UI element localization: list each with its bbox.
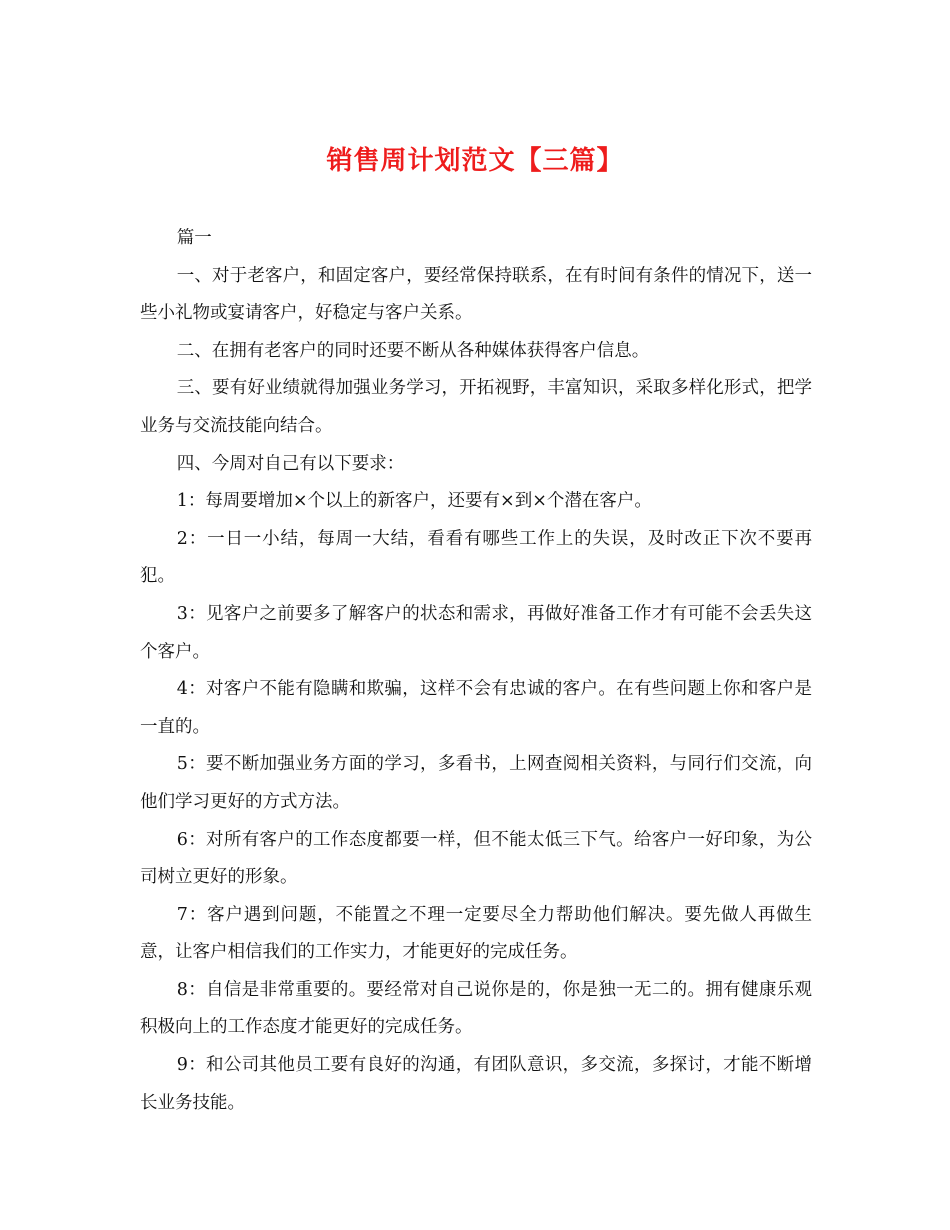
list-item: 7：客户遇到问题，不能置之不理一定要尽全力帮助他们解决。要先做人再做生意，让客户相信我们的工作实力，才能更好的完成任务。 xyxy=(140,904,812,963)
document-body xyxy=(140,220,812,1122)
list-item: 8：自信是非常重要的。要经常对自己说你是的，你是独一无二的。拥有健康乐观积极向上的工作态度才能更好的完成任务。 xyxy=(140,979,812,1038)
list-item: 6：对所有客户的工作态度都要一样，但不能太低三下气。给客户一好印象，为公司树立更好的形象。 xyxy=(140,829,812,888)
list-item: 4：对客户不能有隐瞒和欺骗，这样不会有忠诚的客户。在有些问题上你和客户是一直的。 xyxy=(140,679,812,737)
paragraph: 四、今周对自己有以下要求： xyxy=(176,453,405,474)
paragraph: 二、在拥有老客户的同时还要不断从各种媒体获得客户信息。 xyxy=(176,340,650,361)
list-item: 5：要不断加强业务方面的学习，多看书，上网查阅相关资料，与同行们交流，向他们学习更好的方式方法。 xyxy=(140,754,812,812)
paragraph: 一、对于老客户，和固定客户，要经常保持联系，在有时间有条件的情况下，送一些小礼物或宴请客户，好稳定与客户关系。 xyxy=(140,265,812,324)
list-item: 3：见客户之前要多了解客户的状态和需求，再做好准备工作才有可能不会丢失这个客户。 xyxy=(140,603,812,662)
list-item: 1：每周要增加×个以上的新客户，还要有×到×个潜在客户。 xyxy=(176,491,652,512)
section-heading: 篇一 xyxy=(176,228,212,248)
document-title: 销售周计划范文【三篇】 xyxy=(326,146,624,176)
list-item: 2：一日一小结，每周一大结，看看有哪些工作上的失误，及时改正下次不要再犯。 xyxy=(140,528,812,587)
list-item: 9：和公司其他员工要有良好的沟通，有团队意识，多交流，多探讨，才能不断增长业务技能。 xyxy=(140,1055,812,1113)
paragraph: 三、要有好业绩就得加强业务学习，开拓视野，丰富知识，采取多样化形式，把学业务与交流技能向结合。 xyxy=(140,378,812,436)
